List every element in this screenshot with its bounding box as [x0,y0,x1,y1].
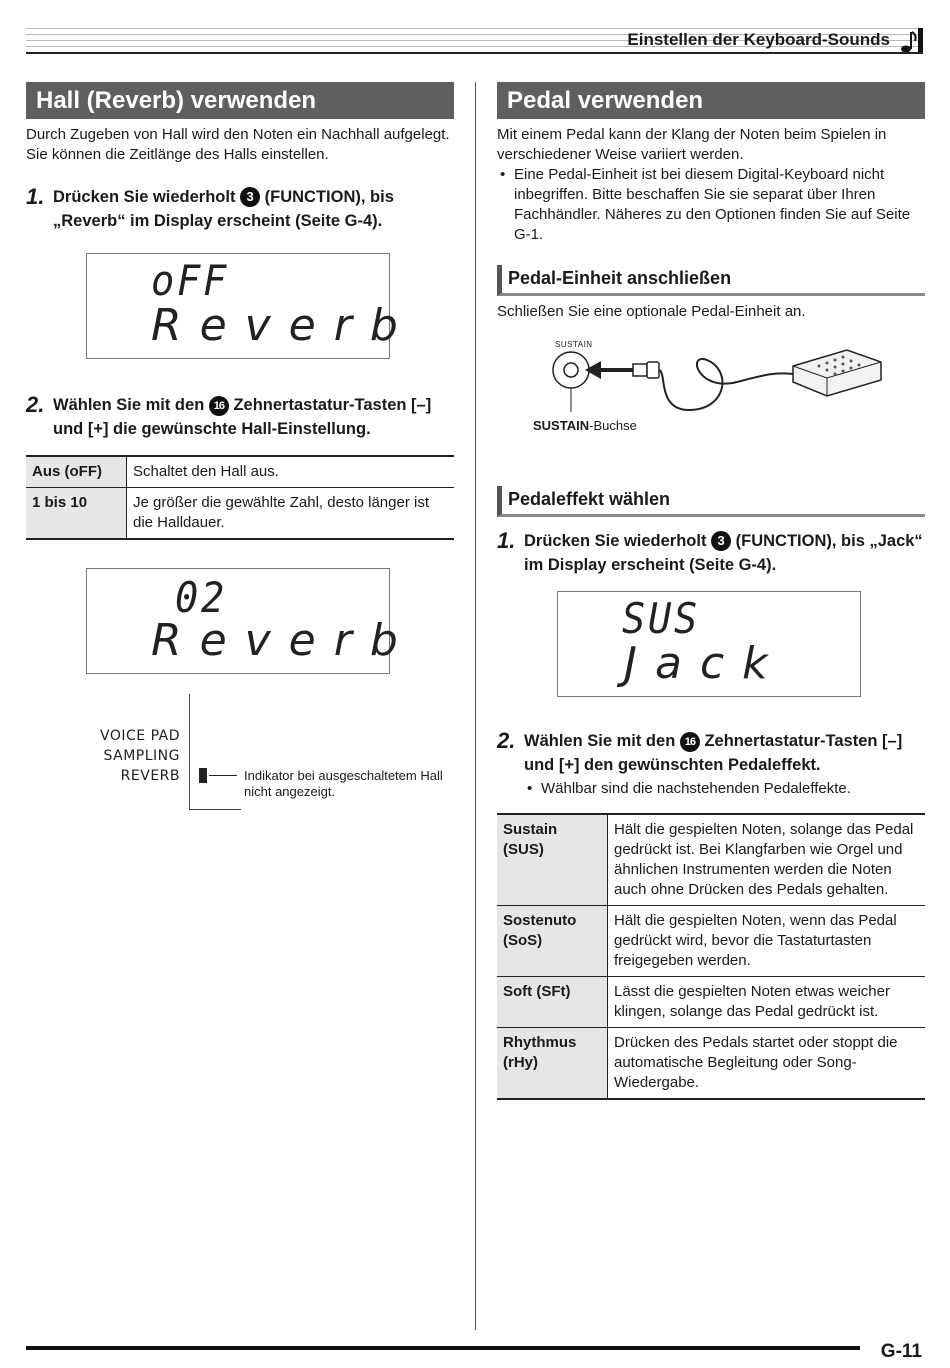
pedal-bullet [497,165,925,245]
lcd-top-text: 02 [175,573,228,622]
bullet-dot: • [527,780,533,797]
table-key: Rhythmus (rHy) [497,1028,608,1100]
lcd-bottom-text: Jack [624,638,786,689]
section-heading-pedal: Pedal verwenden [497,82,925,119]
subheading-connect: Pedal-Einheit anschließen [497,265,925,296]
subheading-effect: Pedaleffekt wählen [497,486,925,517]
table-value: Je größer die gewählte Zahl, desto länger ist die Halldauer. [127,488,455,540]
step-number: 1. [497,528,516,553]
left-column [26,82,454,834]
label-voice-pad: VOICE PAD [100,728,180,744]
table-key: 1 bis 10 [26,488,127,540]
indicator-figure [26,694,454,834]
leader-line [209,775,237,776]
button-number-badge: 16 [209,396,229,416]
lcd-display-jack [557,591,861,697]
header-title: Einstellen der Keyboard-Sounds [627,30,890,49]
lcd-bottom-text: Reverb [151,615,416,666]
caption-bold: SUSTAIN [533,418,590,433]
section-heading-reverb: Hall (Reverb) verwenden [26,82,454,119]
sustain-jack-label: SUSTAIN [555,340,593,349]
table-row [497,1028,925,1100]
indicator-note: Indikator bei ausgeschaltetem Hall nicht angezeigt. [244,768,443,799]
table-value: Schaltet den Hall aus. [127,456,455,488]
lcd-bottom-text: Reverb [151,300,416,351]
table-value: Drücken des Pedals startet oder stoppt die automatische Begleitung oder Song-Wiedergabe. [608,1028,926,1100]
step-text-post: (FUNCTION), bis „Reverb“ im Display erscheint (Seite G-4). [53,188,394,230]
footer-rule [26,1346,860,1350]
step-text-pre: Wählen Sie mit den [53,396,205,414]
table-row [497,814,925,906]
button-number-badge: 3 [240,187,260,207]
connect-text: Schließen Sie eine optionale Pedal-Einheit an. [497,303,806,320]
table-value: Lässt die gespielten Noten etwas weicher klingen, solange das Pedal gedrückt ist. [608,977,926,1028]
music-note-icon [898,28,918,54]
table-value: Hält die gespielten Noten, wenn das Pedal gedrückt wird, bevor die Tastaturtasten freigegeben werden. [608,906,926,977]
step-text-post: Zehnertastatur-Tasten [–] und [+] die gewünschte Hall-Einstellung. [53,396,432,438]
reverb-intro: Durch Zugeben von Hall wird den Noten ein Nachhall aufgelegt. Sie können die Zeitlänge des Halls einstellen. [26,126,450,163]
lcd-display-reverb-02 [86,568,416,674]
caption-rest: -Buchse [589,418,637,433]
lcd-display-reverb-off [86,253,416,359]
table-row [26,456,454,488]
table-row [497,906,925,977]
pedal-step-1 [497,529,925,577]
pedal-intro: Mit einem Pedal kann der Klang der Noten beim Spielen in verschiedener Weise variiert werden. [497,126,887,163]
lcd-edge-line [189,809,241,810]
step-text-pre: Drücken Sie wiederholt [53,188,236,206]
lcd-edge-line [189,694,190,810]
bullet-text: Wählbar sind die nachstehenden Pedaleffekte. [541,780,851,797]
button-number-badge: 3 [711,531,731,551]
reverb-step-1 [26,185,454,233]
indicator-labels [86,726,180,786]
table-value: Hält die gespielten Noten, solange das Pedal gedrückt ist. Bei Klangfarben wie Orgel und ähnlichen Instrumenten werden die Noten auch ohne Drücken des Pedals gehalten. [608,814,926,906]
step-text-pre: Wählen Sie mit den [524,732,676,750]
step-text-pre: Drücken Sie wiederholt [524,532,707,550]
reverb-step-2 [26,393,454,441]
pedal-cable-diagram [497,332,925,452]
header-rule [26,52,922,54]
table-row [497,977,925,1028]
step-text-post: (FUNCTION), bis „Jack“ im Display erscheint (Seite G-4). [524,532,923,574]
pedal-connection-figure [497,332,925,452]
step-number: 1. [26,184,45,209]
step-text-post: Zehnertastatur-Tasten [–] und [+] den gewünschten Pedaleffekt. [524,732,903,774]
pedal-effect-table [497,813,925,1100]
lcd-top-text: oFF [151,256,230,305]
table-key: Aus (oFF) [26,456,127,488]
header-end-bar [918,28,923,54]
reverb-indicator-icon [199,768,207,783]
pedal-step-2 [497,729,925,777]
reverb-settings-table [26,455,454,540]
bullet-dot: • [500,166,506,183]
step-number: 2. [497,728,516,753]
bullet-text: Eine Pedal-Einheit ist bei diesem Digital-Keyboard nicht inbegriffen. Bitte beschaffen Sie sie separat über Ihren Fachhändler. Näheres zu den Optionen finden Sie auf Seite G-1. [514,166,911,243]
label-sampling: SAMPLING [103,748,180,764]
column-divider [475,82,476,1330]
lcd-top-text: SUS [622,594,701,643]
page-number: G-11 [880,1341,922,1362]
table-key: Soft (SFt) [497,977,608,1028]
label-reverb: REVERB [120,768,180,784]
right-column [497,82,925,1100]
table-row [26,488,454,540]
table-key: Sostenuto (SoS) [497,906,608,977]
button-number-badge: 16 [680,732,700,752]
step2-bullet [524,779,925,799]
sustain-jack-caption [533,418,637,433]
table-key: Sustain (SUS) [497,814,608,906]
step-number: 2. [26,392,45,417]
